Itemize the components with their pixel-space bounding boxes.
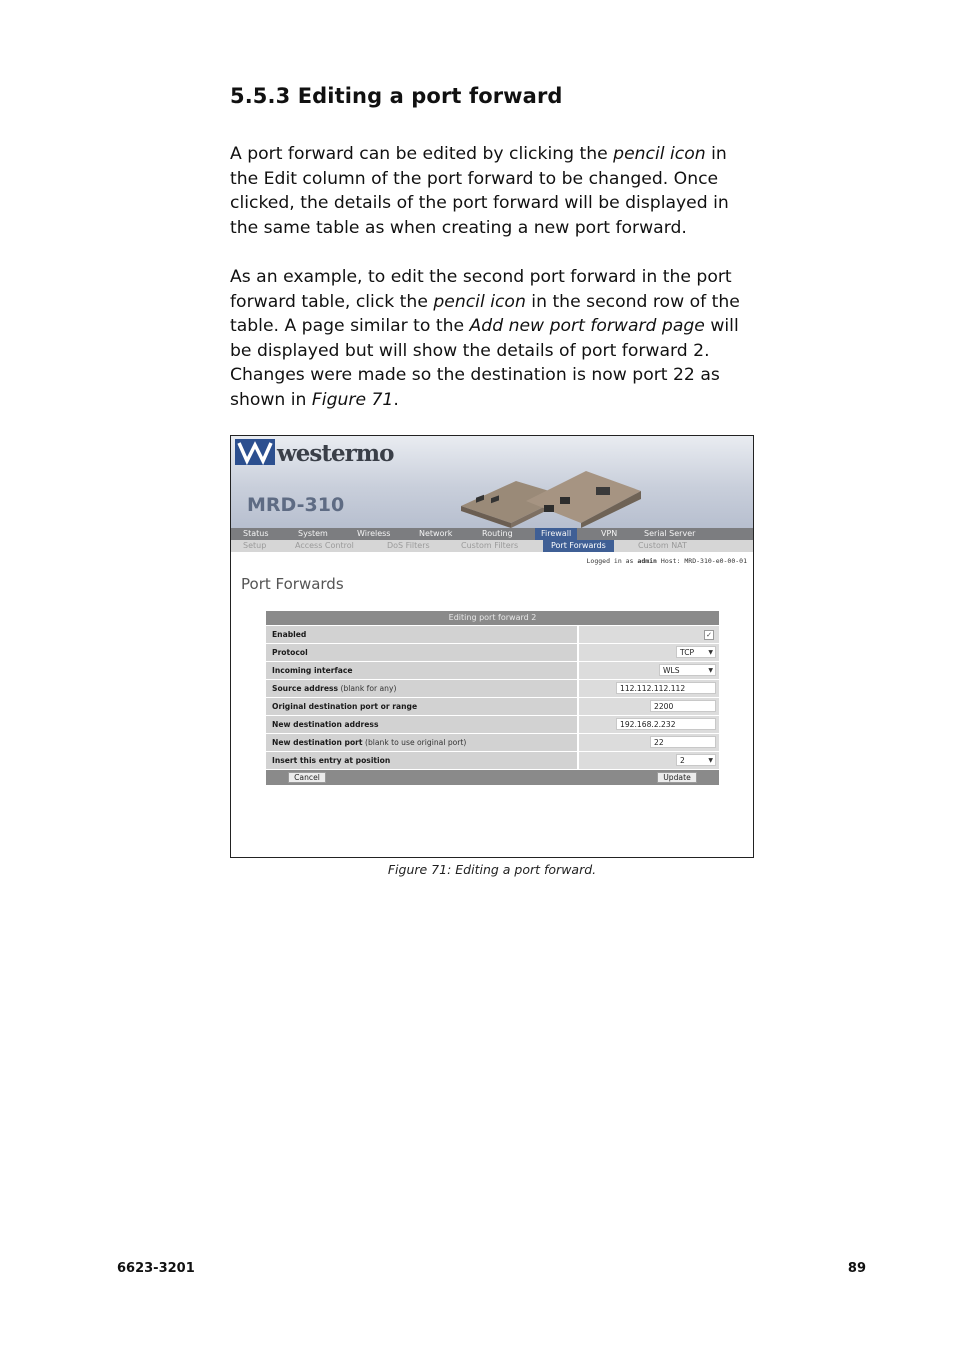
subnav-custom-filters[interactable]: Custom Filters — [461, 541, 519, 550]
original-destination-port-input[interactable]: 2200 — [650, 700, 716, 712]
login-status: Logged in as admin Host: MRD-310-e0-00-01 — [586, 557, 747, 565]
form-row-new-destination-address — [266, 715, 719, 733]
form-label: Incoming interface — [266, 662, 577, 679]
paragraph-2: As an example, to edit the second port forward in the port forward table, click the pencil icon in the second row of the table. A page similar to the Add new port forward page will be displayed but will show the details of port forward 2. Changes were made so the destination is now port 22 as shown in Figure 71. — [230, 267, 740, 410]
form-actions — [266, 770, 719, 785]
dropdown-arrow-icon: ▼ — [708, 757, 713, 764]
form-label: Protocol — [266, 644, 577, 661]
insert-position-select[interactable]: 2 ▼ — [676, 754, 716, 766]
nav-network[interactable]: Network — [419, 529, 453, 538]
subnav-access-control[interactable]: Access Control — [295, 541, 354, 550]
nav-firewall[interactable]: Firewall — [535, 528, 577, 540]
nav-system[interactable]: System — [298, 529, 328, 538]
port-forward-form — [266, 611, 719, 785]
header-banner — [231, 436, 753, 528]
new-destination-port-input[interactable]: 22 — [650, 736, 716, 748]
update-button[interactable]: Update — [657, 772, 697, 783]
dropdown-arrow-icon: ▼ — [708, 667, 713, 674]
incoming-interface-select[interactable]: WLS ▼ — [659, 664, 716, 676]
section-heading: 5.5.3 Editing a port forward — [230, 84, 563, 108]
westermo-logo-icon — [235, 439, 275, 465]
form-row-enabled — [266, 625, 719, 643]
page-title: Port Forwards — [241, 575, 344, 593]
nav-routing[interactable]: Routing — [482, 529, 513, 538]
paragraph-1: A port forward can be edited by clicking the pencil icon in the Edit column of the port forward to be changed. Once clicked, the details of the port forward will be displayed in the same table as when creating a new port forward. — [230, 144, 729, 238]
enabled-checkbox[interactable]: ✓ — [704, 630, 714, 640]
form-title: Editing port forward 2 — [266, 611, 719, 625]
subnav-dos-filters[interactable]: DoS Filters — [387, 541, 430, 550]
subnav-port-forwards[interactable]: Port Forwards — [543, 540, 614, 552]
figure-caption: Figure 71: Editing a port forward. — [387, 862, 597, 877]
document-number: 6623-3201 — [117, 1261, 195, 1276]
screenshot-figure — [230, 435, 754, 858]
sub-nav — [231, 540, 753, 552]
router-device-image — [456, 461, 646, 528]
form-label: New destination port (blank to use original port) — [266, 734, 577, 751]
page-number: 89 — [847, 1261, 866, 1276]
dropdown-arrow-icon: ▼ — [708, 649, 713, 656]
form-row-protocol — [266, 643, 719, 661]
form-row-insert-position — [266, 751, 719, 769]
main-nav — [231, 528, 753, 540]
nav-wireless[interactable]: Wireless — [357, 529, 391, 538]
brand-logo-text: westermo — [277, 440, 394, 467]
form-row-new-destination-port — [266, 733, 719, 751]
form-row-original-destination-port — [266, 697, 719, 715]
nav-serial-server[interactable]: Serial Server — [644, 529, 696, 538]
nav-vpn[interactable]: VPN — [601, 529, 618, 538]
form-label: Enabled — [266, 626, 577, 643]
form-row-incoming-interface — [266, 661, 719, 679]
source-address-input[interactable]: 112.112.112.112 — [616, 682, 716, 694]
protocol-select[interactable]: TCP ▼ — [676, 646, 716, 658]
form-label: New destination address — [266, 716, 577, 733]
cancel-button[interactable]: Cancel — [288, 772, 326, 783]
new-destination-address-input[interactable]: 192.168.2.232 — [616, 718, 716, 730]
nav-status[interactable]: Status — [243, 529, 269, 538]
form-label: Insert this entry at position — [266, 752, 577, 769]
subnav-custom-nat[interactable]: Custom NAT — [638, 541, 687, 550]
form-label: Source address (blank for any) — [266, 680, 577, 697]
form-row-source-address — [266, 679, 719, 697]
subnav-setup[interactable]: Setup — [243, 541, 267, 550]
product-name: MRD-310 — [247, 494, 345, 516]
form-label: Original destination port or range — [266, 698, 577, 715]
